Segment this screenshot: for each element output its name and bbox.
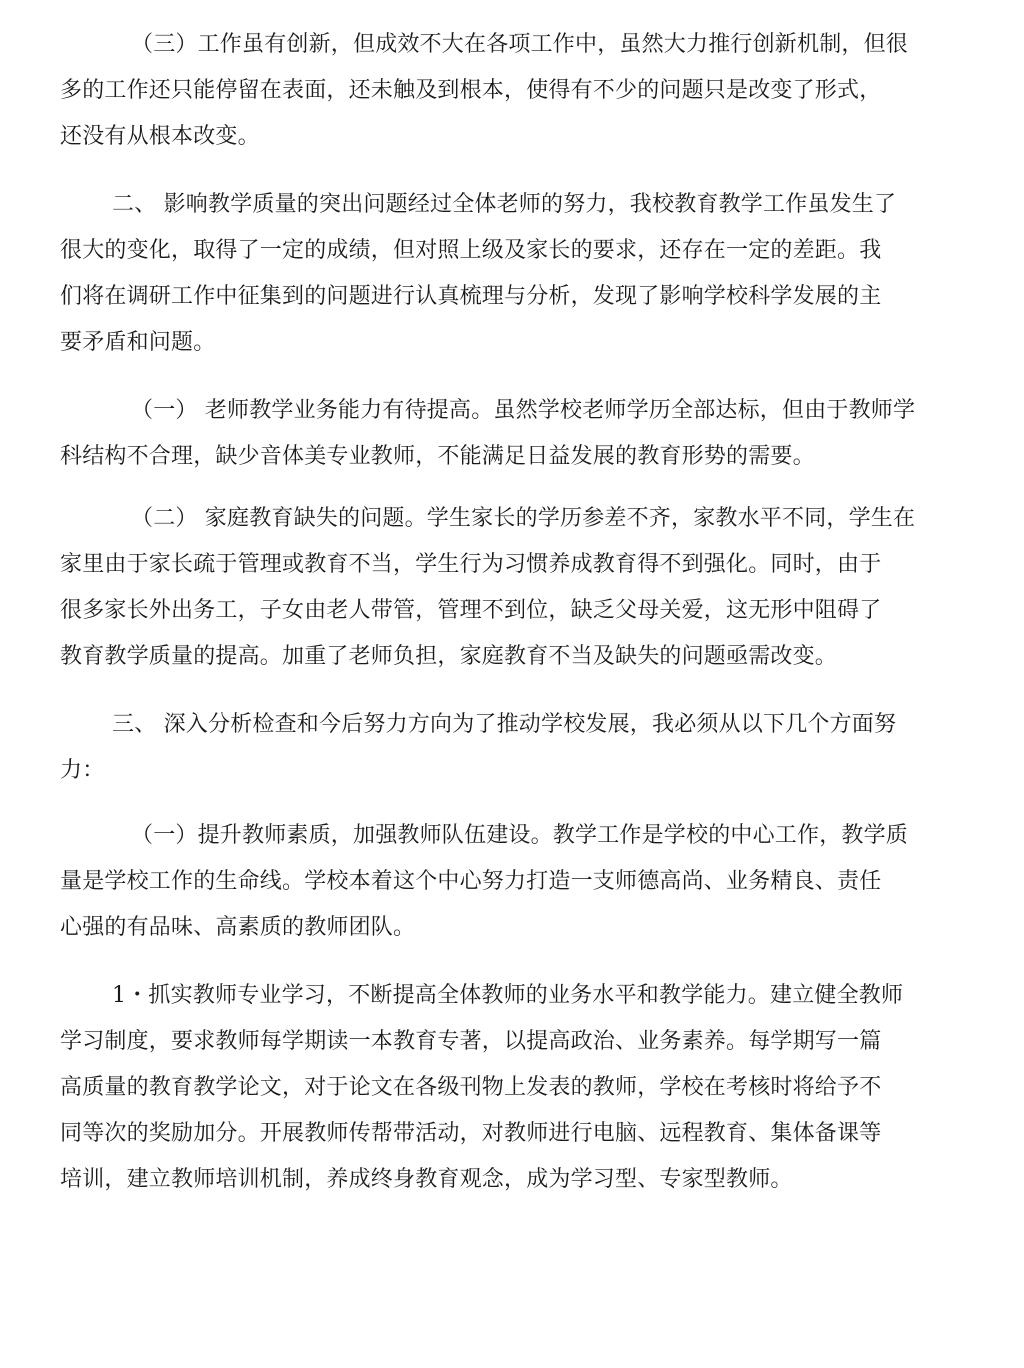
paragraph-line: 们将在调研工作中征集到的问题进行认真梳理与分析，发现了影响学校科学发展的主 <box>60 284 882 309</box>
paragraph-line: 学习制度，要求教师每学期读一本教育专著，以提高政治、业务素养。每学期写一篇 <box>60 1029 882 1054</box>
paragraph-line: （二） 家庭教育缺失的问题。学生家长的学历参差不齐，家教水平不同，学生在 <box>131 506 916 531</box>
paragraph-line: 量是学校工作的生命线。学校本着这个中心努力打造一支师德高尚、业务精良、责任 <box>60 869 882 894</box>
paragraph-line: 培训，建立教师培训机制，养成终身教育观念，成为学习型、专家型教师。 <box>60 1167 793 1192</box>
paragraph-professional-learning <box>0 973 1024 1203</box>
paragraph-innovation-effect <box>0 22 1024 160</box>
paragraph-line: 高质量的教育教学论文，对于论文在各级刊物上发表的教师，学校在考核时将给予不 <box>60 1075 882 1100</box>
paragraph-line: 二、 影响教学质量的突出问题经过全体老师的努力，我校教育教学工作虽发生了 <box>112 192 897 217</box>
paragraph-line: 还没有从根本改变。 <box>60 124 260 149</box>
paragraph-family-education <box>0 496 1024 680</box>
paragraph-line: 多的工作还只能停留在表面，还未触及到根本，使得有不少的问题只是改变了形式， <box>60 78 882 103</box>
paragraph-teacher-quality <box>0 813 1024 951</box>
paragraph-section-two <box>0 182 1024 366</box>
paragraph-line: 要矛盾和问题。 <box>60 330 216 355</box>
paragraph-line: 家里由于家长疏于管理或教育不当，学生行为习惯养成教育得不到强化。同时，由于 <box>60 552 882 577</box>
paragraph-line: 1・抓实教师专业学习，不断提高全体教师的业务水平和教学能力。建立健全教师 <box>112 983 904 1008</box>
paragraph-teacher-ability <box>0 388 1024 480</box>
paragraph-line: 心强的有品味、高素质的教师团队。 <box>60 915 416 940</box>
paragraph-line: 同等次的奖励加分。开展教师传帮带活动，对教师进行电脑、远程教育、集体备课等 <box>60 1121 882 1146</box>
paragraph-line: 力： <box>60 758 105 783</box>
paragraph-section-three <box>0 702 1024 794</box>
paragraph-line: 三、 深入分析检查和今后努力方向为了推动学校发展，我必须从以下几个方面努 <box>112 712 897 737</box>
paragraph-line: （一） 老师教学业务能力有待提高。虽然学校老师学历全部达标，但由于教师学 <box>131 398 916 423</box>
paragraph-line: （一）提升教师素质，加强教师队伍建设。教学工作是学校的中心工作，教学质 <box>131 823 909 848</box>
paragraph-line: 很大的变化，取得了一定的成绩，但对照上级及家长的要求，还存在一定的差距。我 <box>60 238 882 263</box>
paragraph-line: （三）工作虽有创新，但成效不大在各项工作中，虽然大力推行创新机制，但很 <box>131 32 909 57</box>
paragraph-line: 教育教学质量的提高。加重了老师负担，家庭教育不当及缺失的问题亟需改变。 <box>60 644 838 669</box>
paragraph-line: 很多家长外出务工，子女由老人带管，管理不到位，缺乏父母关爱，这无形中阻碍了 <box>60 598 882 623</box>
paragraph-line: 科结构不合理，缺少音体美专业教师，不能满足日益发展的教育形势的需要。 <box>60 444 815 469</box>
